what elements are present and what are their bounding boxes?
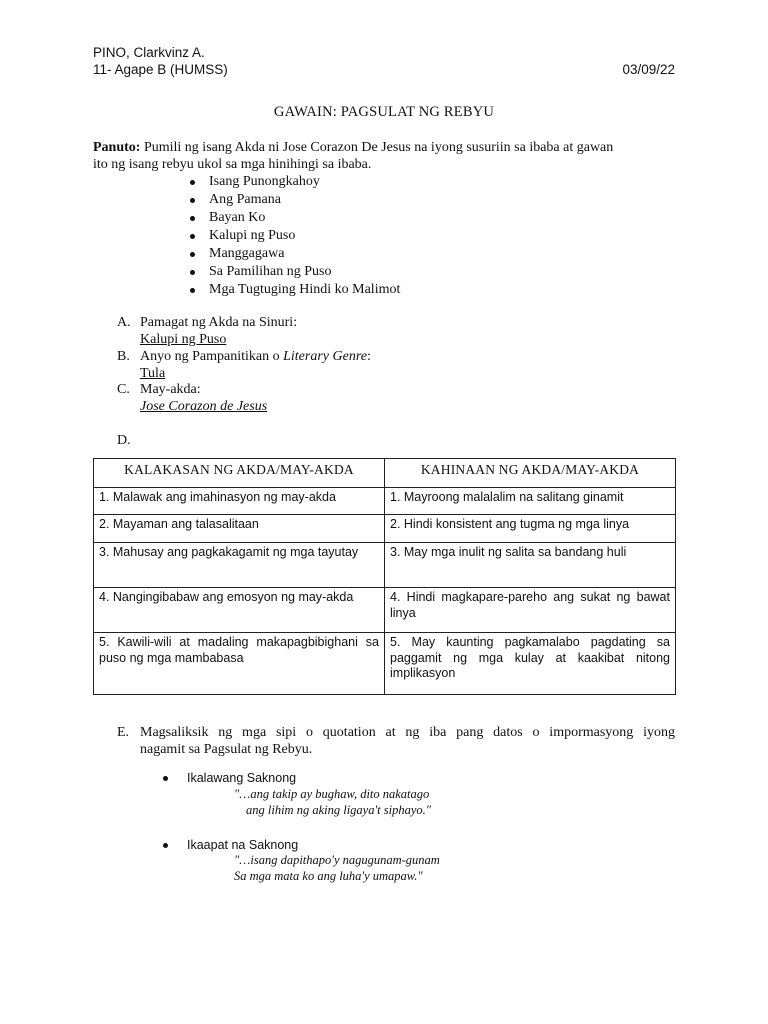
item-b-answer: Tula <box>140 366 166 381</box>
table-cell: 2. Mayaman ang talasalitaan <box>94 515 385 543</box>
date: 03/09/22 <box>622 62 675 77</box>
quote-1-line2: ang lihim ng aking ligaya't siphayo." <box>246 803 431 817</box>
instructions <box>93 139 683 156</box>
table-row <box>94 588 676 633</box>
table-cell: 4. Nangingibabaw ang emosyon ng may-akda <box>94 588 385 633</box>
table-cell: 5. Kawili-wili at madaling makapagbibighani sa puso ng mga mambabasa <box>94 633 385 695</box>
list-item: Sa Pamilihan ng Puso <box>188 263 400 281</box>
item-e-line2: nagamit sa Pagsulat ng Rebyu. <box>140 742 313 757</box>
table-cell: 3. May mga inulit ng salita sa bandang huli <box>385 543 676 588</box>
table-cell: 5. May kaunting pagkamalabo pagdating sa paggamit ng mga kulay at kaakibat nitong implikasyon <box>385 633 676 695</box>
list-item: Manggagawa <box>188 245 400 263</box>
table-row <box>94 633 676 695</box>
list-item: Ang Pamana <box>188 191 400 209</box>
list-item: Kalupi ng Puso <box>188 227 400 245</box>
table-cell: 2. Hindi konsistent ang tugma ng mga linya <box>385 515 676 543</box>
item-b-letter: B. <box>117 349 130 364</box>
item-a-label: Pamagat ng Akda na Sinuri: <box>140 315 298 330</box>
table-row <box>94 515 676 543</box>
item-b-label-italic: Literary Genre <box>283 349 367 364</box>
quote-2-line2: Sa mga mata ko ang luha'y umapaw." <box>234 869 423 883</box>
instructions-line2: ito ng isang rebyu ukol sa mga hinihingi sa ibaba. <box>93 157 372 172</box>
table-header-row <box>94 459 676 488</box>
student-name: PINO, Clarkvinz A. <box>93 45 205 60</box>
item-b-label <box>140 348 371 365</box>
item-e-line1: Magsaliksik ng mga sipi o quotation at ng iba pang datos o impormasyong iyong <box>140 725 675 740</box>
instructions-line1: Pumili ng isang Akda ni Jose Corazon De Jesus na iyong susuriin sa ibaba at gawan <box>143 140 614 155</box>
item-b-label-prefix: Anyo ng Pampanitikan o <box>140 349 284 364</box>
list-item: Bayan Ko <box>188 209 400 227</box>
list-item: Isang Punongkahoy <box>188 173 400 191</box>
works-list <box>188 173 400 299</box>
table-cell: 3. Mahusay ang pagkakagamit ng mga tayutay <box>94 543 385 588</box>
header-weaknesses: KAHINAAN NG AKDA/MAY-AKDA <box>385 459 676 488</box>
quote-2-line1: "…isang dapithapo'y nagugunam-gunam <box>234 853 440 867</box>
table-row <box>94 543 676 588</box>
item-c-label: May-akda: <box>140 382 201 397</box>
list-item: Mga Tugtuging Hindi ko Malimot <box>188 281 400 299</box>
item-c-letter: C. <box>117 382 130 397</box>
item-a-letter: A. <box>117 315 131 330</box>
header-strengths: KALAKASAN NG AKDA/MAY-AKDA <box>94 459 385 488</box>
bullet-icon <box>163 843 168 848</box>
item-c-answer: Jose Corazon de Jesus <box>140 399 268 414</box>
quote-1-line1: "…ang takip ay bughaw, dito nakatago <box>234 787 430 801</box>
quote-2-heading: Ikaapat na Saknong <box>187 838 299 852</box>
student-section: 11- Agape B (HUMSS) <box>93 62 228 77</box>
item-e-letter: E. <box>117 725 130 740</box>
table-cell: 4. Hindi magkapare-pareho ang sukat ng bawat linya <box>385 588 676 633</box>
item-d-letter: D. <box>117 433 131 448</box>
review-table <box>93 458 676 695</box>
item-b-label-suffix: : <box>366 349 371 364</box>
instructions-label: Panuto: <box>93 140 141 155</box>
item-a-answer: Kalupi ng Puso <box>140 332 227 347</box>
table-cell: 1. Mayroong malalalim na salitang ginamit <box>385 488 676 515</box>
table-row <box>94 488 676 515</box>
bullet-icon <box>163 776 168 781</box>
quote-1-heading: Ikalawang Saknong <box>187 771 297 785</box>
table-cell: 1. Malawak ang imahinasyon ng may-akda <box>94 488 385 515</box>
page-title: GAWAIN: PAGSULAT NG REBYU <box>273 104 495 120</box>
